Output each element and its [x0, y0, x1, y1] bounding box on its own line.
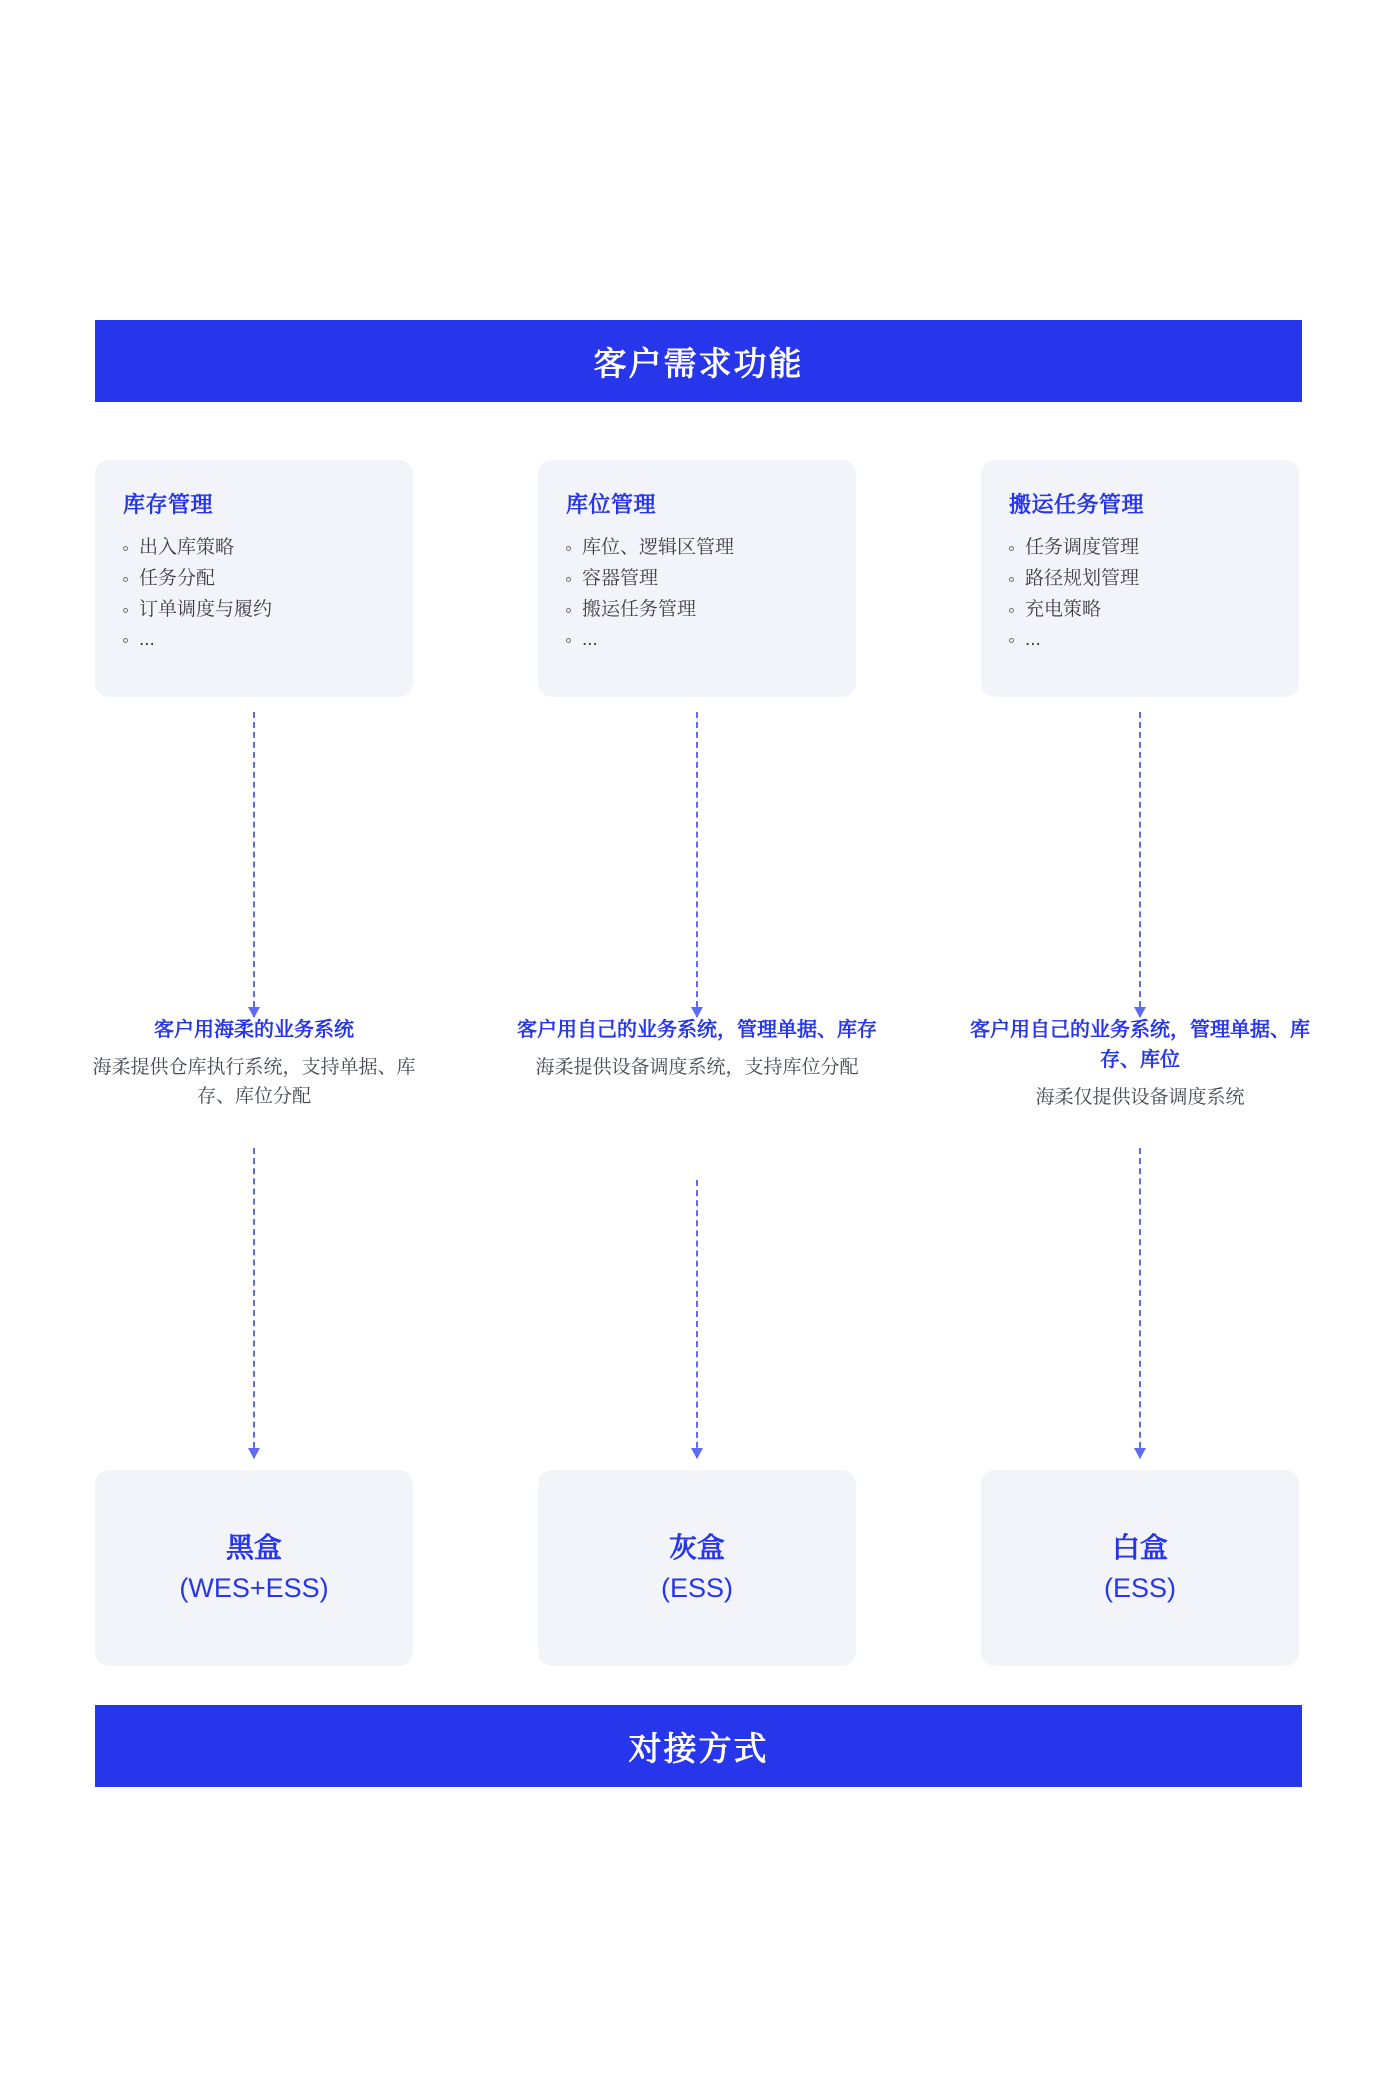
- middle-desc: 海柔仅提供设备调度系统: [1035, 1087, 1245, 1108]
- list-item: 任务调度管理: [1009, 533, 1271, 564]
- middle-title: 客户用自己的业务系统，管理单据、库存、库位: [970, 1019, 1310, 1071]
- feature-card-location: [538, 460, 856, 697]
- banner-bottom: [95, 1705, 1302, 1787]
- feature-card-list: [123, 533, 385, 656]
- feature-card-list: [1009, 533, 1271, 656]
- list-item: 路径规划管理: [1009, 564, 1271, 595]
- list-item: ...: [566, 625, 828, 656]
- result-label: 白盒: [1111, 1532, 1168, 1564]
- result-card-greybox: [538, 1470, 856, 1666]
- result-sublabel: (WES+ESS): [179, 1572, 329, 1603]
- list-item: 搬运任务管理: [566, 595, 828, 626]
- feature-card-list: [566, 533, 828, 656]
- feature-card-title: 库位管理: [566, 492, 657, 517]
- list-item: 充电策略: [1009, 595, 1271, 626]
- arrow-down-col1-top: [253, 712, 255, 1017]
- arrow-down-col2-bottom: [696, 1180, 698, 1458]
- result-sublabel: (ESS): [660, 1572, 733, 1603]
- middle-block-col1: [74, 1015, 434, 1112]
- middle-title: 客户用海柔的业务系统: [154, 1019, 354, 1041]
- feature-card-title: 库存管理: [123, 492, 214, 517]
- result-card-whitebox: [981, 1470, 1299, 1666]
- feature-card-transport: [981, 460, 1299, 697]
- result-label: 灰盒: [668, 1532, 725, 1564]
- list-item: 容器管理: [566, 564, 828, 595]
- result-label: 黑盒: [225, 1532, 282, 1564]
- banner-bottom-label: 对接方式: [628, 1729, 769, 1767]
- middle-desc: 海柔提供仓库执行系统，支持单据、库存、库位分配: [92, 1057, 416, 1108]
- list-item: 任务分配: [123, 564, 385, 595]
- arrow-down-col1-bottom: [253, 1148, 255, 1458]
- middle-title: 客户用自己的业务系统，管理单据、库存: [517, 1019, 877, 1041]
- list-item: 库位、逻辑区管理: [566, 533, 828, 564]
- list-item: 订单调度与履约: [123, 595, 385, 626]
- result-sublabel: (ESS): [1103, 1572, 1176, 1603]
- middle-block-col2: [517, 1015, 877, 1082]
- list-item: ...: [1009, 625, 1271, 656]
- middle-desc: 海柔提供设备调度系统，支持库位分配: [535, 1057, 859, 1078]
- result-card-blackbox: [95, 1470, 413, 1666]
- middle-block-col3: [960, 1015, 1320, 1112]
- list-item: ...: [123, 625, 385, 656]
- banner-top-label: 客户需求功能: [593, 344, 804, 382]
- arrow-down-col3-bottom: [1139, 1148, 1141, 1458]
- feature-card-title: 搬运任务管理: [1009, 492, 1145, 517]
- arrow-down-col2-top: [696, 712, 698, 1017]
- list-item: 出入库策略: [123, 533, 385, 564]
- feature-card-inventory: [95, 460, 413, 697]
- arrow-down-col3-top: [1139, 712, 1141, 1017]
- banner-top: [95, 320, 1302, 402]
